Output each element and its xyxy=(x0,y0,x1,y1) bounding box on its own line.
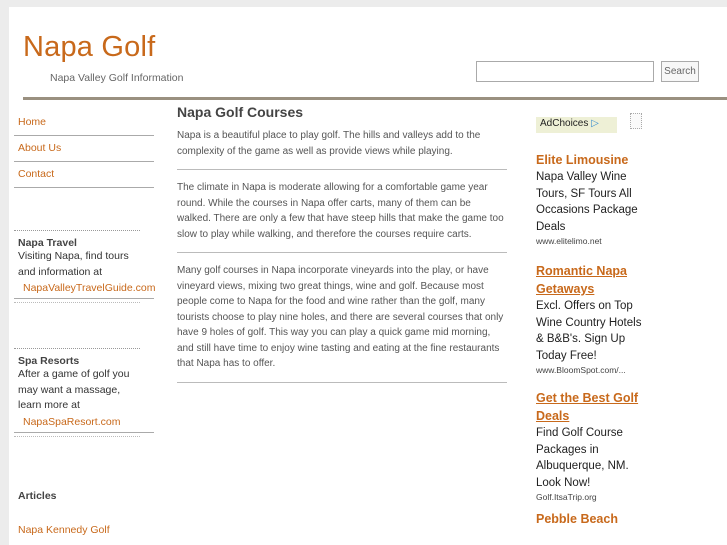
ad-close-box[interactable] xyxy=(630,113,642,129)
ad-item xyxy=(536,510,646,528)
page-title: Napa Golf Courses xyxy=(177,104,304,120)
site-title[interactable]: Napa Golf xyxy=(23,31,156,63)
sidebar-nav xyxy=(14,110,154,188)
nav-item-contact[interactable]: Contact xyxy=(14,162,154,188)
travel-heading: Napa Travel xyxy=(18,237,77,249)
spa-heading: Spa Resorts xyxy=(18,355,80,367)
header xyxy=(9,7,727,100)
nav-item-about-us[interactable]: About Us xyxy=(14,136,154,162)
ad-url[interactable]: www.BloomSpot.com/... xyxy=(536,365,626,375)
search-button[interactable]: Search xyxy=(661,61,699,82)
articles-heading: Articles xyxy=(18,490,57,502)
adchoices-label: AdChoices xyxy=(540,118,589,129)
travel-link[interactable]: NapaValleyTravelGuide.com xyxy=(14,280,154,299)
spa-text-3: learn more at xyxy=(18,399,80,411)
ad-item xyxy=(536,262,646,375)
main-content xyxy=(177,104,507,393)
ad-column xyxy=(536,113,646,528)
ad-body: Napa Valley Wine Tours, SF Tours All Occasions Package Deals xyxy=(536,171,638,233)
adchoices-icon: ▷ xyxy=(591,118,599,129)
divider xyxy=(14,302,140,303)
paragraph-1: Napa is a beautiful place to play golf. The hills and valleys add to the complexity of the game as well as provide views while playing. xyxy=(177,128,507,170)
sidebar-articles xyxy=(14,484,154,540)
travel-text-1: Visiting Napa, find tours xyxy=(18,250,129,262)
sidebar-travel xyxy=(14,230,154,303)
nav-item-home[interactable]: Home xyxy=(14,110,154,136)
ad-item xyxy=(536,151,646,246)
spa-text-2: may want a massage, xyxy=(18,383,121,396)
site-tagline: Napa Valley Golf Information xyxy=(50,72,184,84)
divider xyxy=(14,436,140,437)
ad-url[interactable]: www.elitelimo.net xyxy=(536,236,602,246)
ad-body: Excl. Offers on Top Wine Country Hotels & B&B's. Sign Up Today Free! xyxy=(536,300,642,362)
header-divider xyxy=(23,97,727,100)
ad-title[interactable]: Pebble Beach xyxy=(536,512,618,526)
paragraph-3: Many golf courses in Napa incorporate vineyards into the play, or have vineyard views, mixing two great things, wine and golf. Because most people come to Napa for the food and wine rather than the golf, many tourists choose to play nine holes, and there are several courses that only have 9 holes of golf. This way you can play a quick game mid morning, and still have time to enjoy wine tasting and eating at the fine restaurants that Napa has to offer. xyxy=(177,263,507,383)
ad-item xyxy=(536,389,646,502)
article-link[interactable]: Napa Kennedy Golf xyxy=(18,524,110,536)
ad-title[interactable]: Elite Limousine xyxy=(536,153,629,167)
spa-link[interactable]: NapaSpaResort.com xyxy=(14,414,154,433)
ad-url[interactable]: Golf.ItsaTrip.org xyxy=(536,492,597,502)
ad-body: Find Golf Course Packages in Albuquerque, NM. Look Now! xyxy=(536,427,629,489)
adchoices-badge[interactable] xyxy=(536,117,617,133)
ad-title[interactable]: Get the Best Golf Deals xyxy=(536,391,639,423)
divider xyxy=(14,348,140,349)
ad-title[interactable]: Romantic Napa Getaways xyxy=(536,264,627,296)
divider xyxy=(14,230,140,231)
travel-text-2: and information at xyxy=(18,265,103,278)
sidebar-spa xyxy=(14,348,154,437)
spa-text-1: After a game of golf you xyxy=(18,368,130,380)
search-input[interactable] xyxy=(476,61,654,82)
paragraph-2: The climate in Napa is moderate allowing for a comfortable game year round. While the courses in Napa offer carts, many of them can be walked. There are only a few that have steep hills that make the game too slow to play while walking, and therefore the courses require carts. xyxy=(177,180,507,253)
